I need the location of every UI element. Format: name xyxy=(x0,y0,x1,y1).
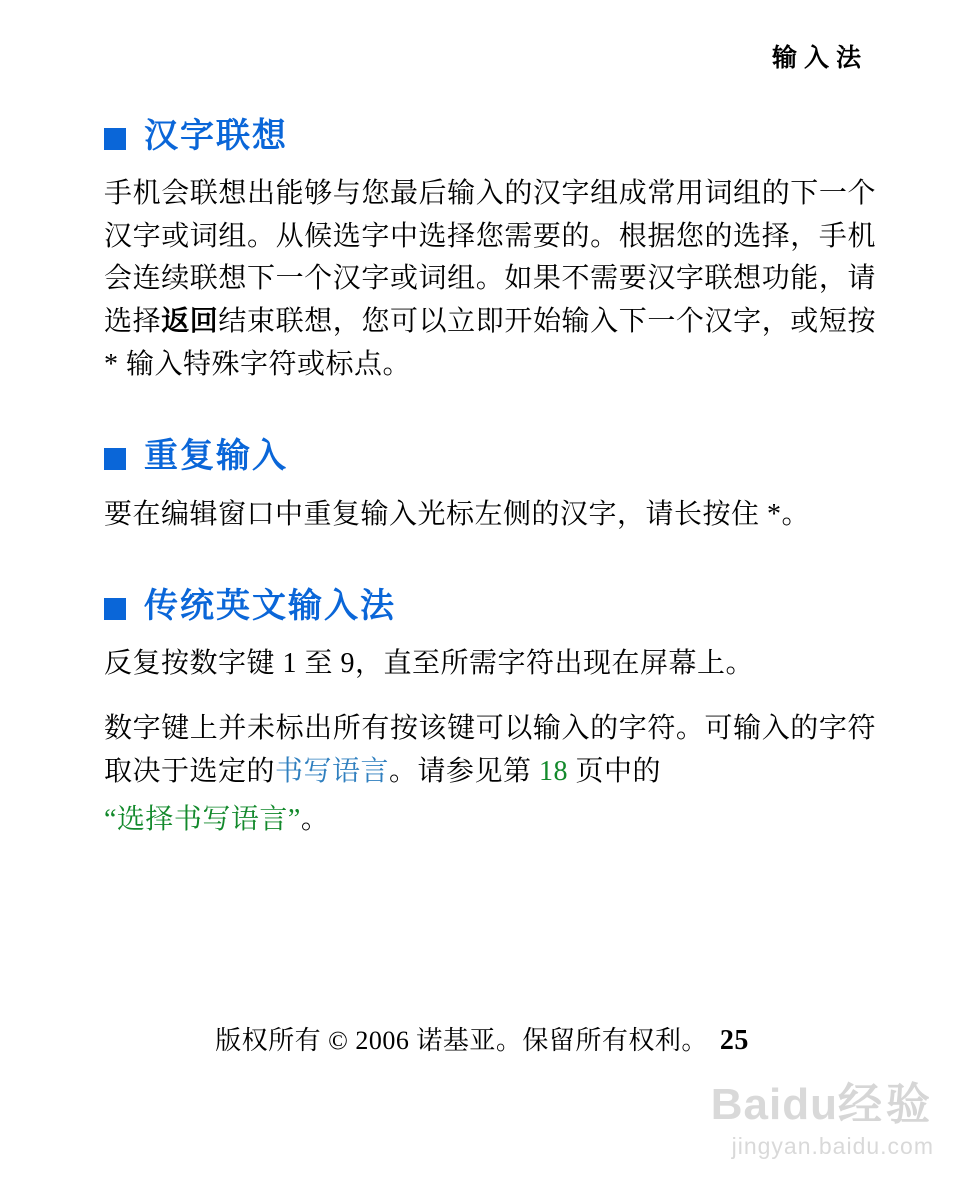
paragraph-3-2 xyxy=(104,708,876,793)
copyright-notice: 版权所有 © 2006 诺基亚。保留所有权利。 xyxy=(215,1026,708,1055)
text-run: 。 xyxy=(300,804,330,836)
paragraph-2-1 xyxy=(104,494,876,537)
paragraph-3-1 xyxy=(104,643,876,686)
spacer xyxy=(104,692,876,708)
section-title-3: 传统英文输入法 xyxy=(144,587,396,626)
watermark-brand-cn: 经验 xyxy=(838,1080,934,1129)
page-content xyxy=(104,118,876,842)
spacer xyxy=(104,542,876,588)
square-bullet-icon xyxy=(104,448,126,470)
page-footer xyxy=(0,1020,964,1057)
watermark-brand: Baidu xyxy=(710,1080,838,1129)
watermark-logo xyxy=(710,1080,934,1129)
text-run: 页中的 xyxy=(568,755,662,787)
page-reference-number[interactable]: 18 xyxy=(539,755,569,787)
text-run: 手机会联想出能够与您最后输入的汉字组成常用词组的下一个汉字或词组。从候选字中选择您需要的。根据您的选择，手机会连续联想下一个汉字或词组。如果不需要汉字联想功能，请选择 xyxy=(104,178,876,338)
paragraph-1-1 xyxy=(104,173,876,386)
page-number: 25 xyxy=(719,1025,749,1056)
section-heading-2 xyxy=(104,438,876,475)
section-reference-link[interactable]: “选择书写语言” xyxy=(104,804,301,836)
paragraph-3-3 xyxy=(104,799,876,842)
spacer xyxy=(104,392,876,438)
text-run: 反复按数字键 1 至 9，直至所需字符出现在屏幕上。 xyxy=(104,648,755,680)
text-run: 。请参见第 xyxy=(389,755,540,787)
section-title-2: 重复输入 xyxy=(144,437,288,476)
watermark xyxy=(710,1080,934,1160)
square-bullet-icon xyxy=(104,128,126,150)
text-run: 要在编辑窗口中重复输入光标左侧的汉字，请长按住 *。 xyxy=(104,498,811,530)
section-heading-3 xyxy=(104,588,876,625)
section-heading-1 xyxy=(104,118,876,155)
square-bullet-icon xyxy=(104,598,126,620)
running-header: 输入法 xyxy=(771,45,868,72)
text-run: 结束联想，您可以立即开始输入下一个汉字，或短按 * 输入特殊字符或标点。 xyxy=(104,306,876,380)
section-title-1: 汉字联想 xyxy=(144,117,288,155)
text-run-bold: 返回 xyxy=(161,306,219,338)
text-run: 数字键上并未标出所有按该键可以输入的字符。可输入的字符取决于选定的 xyxy=(104,713,876,787)
watermark-url: jingyan.baidu.com xyxy=(731,1133,934,1159)
cross-reference-link[interactable]: 书写语言 xyxy=(275,755,390,787)
